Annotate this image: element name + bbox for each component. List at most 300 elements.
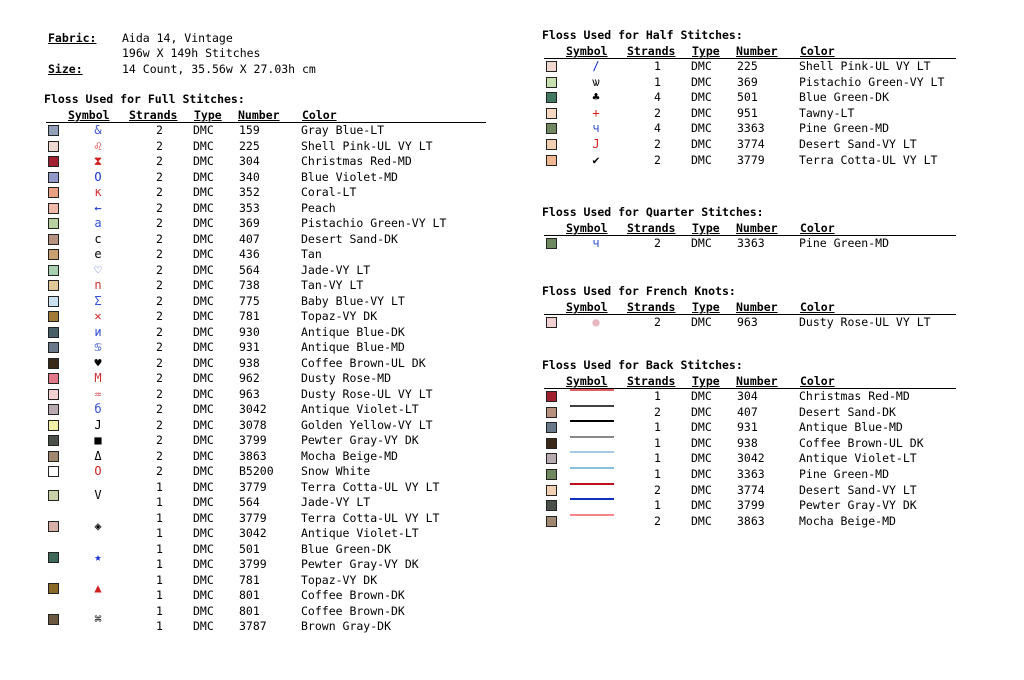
- header-symbol: Symbol: [566, 221, 608, 235]
- color-swatch: [48, 583, 59, 594]
- stitch-symbol-icon: ←: [94, 200, 102, 215]
- color-name-cell: Pine Green-MD: [799, 467, 890, 481]
- strands-cell: 2: [654, 315, 661, 329]
- type-cell: DMC: [691, 74, 712, 89]
- type-cell: DMC: [193, 309, 214, 323]
- number-cell: 963: [737, 315, 758, 329]
- header-symbol: Symbol: [566, 374, 608, 388]
- strands-cell: 2: [156, 448, 163, 463]
- strands-cell: 2: [156, 293, 163, 308]
- stitch-symbol-icon: ◈: [94, 518, 102, 533]
- stitch-symbol-icon: ѡ: [592, 74, 600, 89]
- strands-cell: 2: [156, 355, 163, 370]
- strands-cell: 1: [654, 451, 661, 466]
- color-name-cell: Dusty Rose-MD: [301, 371, 392, 385]
- color-swatch: [546, 422, 557, 433]
- type-cell: DMC: [193, 603, 214, 618]
- strands-cell: 2: [156, 247, 163, 261]
- table-row: [544, 467, 984, 482]
- type-cell: DMC: [691, 498, 712, 513]
- number-cell: 3799: [737, 498, 765, 513]
- table-row: [544, 315, 984, 330]
- table-row: [46, 402, 486, 417]
- color-name-cell: Coffee Brown-DK: [301, 588, 405, 602]
- stitch-symbol-icon: ♋: [94, 340, 102, 354]
- table-row: [544, 451, 984, 466]
- strands-cell: 2: [156, 216, 163, 230]
- table-row: [544, 514, 984, 529]
- color-swatch: [48, 172, 59, 183]
- stitch-symbol-icon: ●: [592, 315, 600, 329]
- strands-cell: 1: [156, 526, 163, 540]
- table-row: [46, 387, 486, 402]
- number-cell: 3774: [737, 137, 765, 151]
- color-swatch: [546, 407, 557, 418]
- number-cell: 962: [239, 371, 260, 385]
- stitch-symbol-icon: ⌘: [94, 611, 102, 626]
- number-cell: 781: [239, 309, 260, 323]
- color-swatch: [48, 280, 59, 291]
- type-cell: DMC: [193, 386, 214, 401]
- color-swatch: [546, 500, 557, 511]
- type-cell: DMC: [193, 417, 214, 432]
- type-cell: DMC: [691, 137, 712, 151]
- type-cell: DMC: [193, 247, 214, 261]
- table-row: [544, 106, 984, 121]
- table-row: [544, 498, 984, 513]
- number-cell: 3787: [239, 619, 267, 633]
- table-row: [544, 405, 984, 420]
- color-name-cell: Terra Cotta-UL VY LT: [301, 479, 440, 494]
- color-name-cell: Topaz-VY DK: [301, 309, 378, 323]
- table-row: [46, 418, 486, 433]
- color-swatch: [48, 311, 59, 322]
- number-cell: 938: [737, 435, 758, 450]
- french-section-title: Floss Used for French Knots:: [542, 284, 736, 298]
- table-row: [544, 436, 984, 451]
- number-cell: 3363: [737, 236, 765, 250]
- color-name-cell: Antique Blue-MD: [799, 420, 903, 435]
- color-name-cell: Desert Sand-DK: [799, 404, 896, 419]
- color-name-cell: Shell Pink-UL VY LT: [799, 59, 931, 73]
- table-row: [46, 278, 486, 293]
- color-swatch: [546, 391, 557, 402]
- header-symbol: Symbol: [68, 108, 110, 122]
- color-swatch: [48, 218, 59, 229]
- stitch-symbol-icon: ♥: [94, 355, 102, 370]
- half-section-title: Floss Used for Half Stitches:: [542, 28, 743, 42]
- header-type: Type: [692, 300, 720, 314]
- number-cell: 938: [239, 355, 260, 370]
- type-cell: DMC: [193, 495, 214, 509]
- number-cell: 3779: [239, 510, 267, 525]
- number-cell: 775: [239, 293, 260, 308]
- strands-cell: 1: [654, 420, 661, 435]
- type-cell: DMC: [193, 402, 214, 416]
- header-number: Number: [736, 300, 778, 314]
- color-name-cell: Dusty Rose-UL VY LT: [799, 315, 931, 329]
- color-swatch: [48, 327, 59, 338]
- header-strands: Strands: [627, 221, 676, 235]
- type-cell: DMC: [193, 557, 214, 571]
- fabric-line: [48, 31, 233, 45]
- type-cell: DMC: [691, 420, 712, 435]
- blend-row: [46, 604, 486, 635]
- strands-cell: 2: [156, 433, 163, 447]
- color-swatch: [546, 61, 557, 72]
- table-row: [46, 340, 486, 355]
- backstitch-line-icon: [570, 514, 614, 516]
- stitch-symbol-icon: ▲: [94, 580, 102, 595]
- type-cell: DMC: [193, 340, 214, 354]
- color-swatch: [546, 317, 557, 328]
- number-cell: 3363: [737, 467, 765, 481]
- strands-cell: 1: [654, 59, 661, 73]
- table-row: [46, 464, 486, 479]
- type-cell: DMC: [193, 324, 214, 339]
- strands-cell: 1: [156, 479, 163, 494]
- strands-cell: 2: [654, 137, 661, 151]
- type-cell: DMC: [193, 169, 214, 184]
- color-swatch: [546, 453, 557, 464]
- type-cell: DMC: [691, 482, 712, 497]
- strands-cell: 1: [156, 572, 163, 587]
- number-cell: 225: [737, 59, 758, 73]
- number-cell: 564: [239, 262, 260, 277]
- type-cell: DMC: [193, 216, 214, 230]
- color-swatch: [546, 108, 557, 119]
- color-name-cell: Terra Cotta-UL VY LT: [799, 152, 938, 167]
- color-swatch: [48, 435, 59, 446]
- header-number: Number: [736, 221, 778, 235]
- strands-cell: 2: [654, 482, 661, 497]
- color-name-cell: Snow White: [301, 464, 371, 478]
- header-strands: Strands: [627, 374, 676, 388]
- color-swatch: [546, 516, 557, 527]
- strands-cell: 2: [156, 386, 163, 401]
- stitch-symbol-icon: J: [94, 417, 102, 432]
- strands-cell: 2: [156, 371, 163, 385]
- type-cell: DMC: [193, 200, 214, 215]
- color-swatch: [546, 139, 557, 150]
- table-row: [46, 139, 486, 154]
- number-cell: 801: [239, 588, 260, 602]
- stitch-symbol-icon: O: [94, 464, 102, 478]
- color-name-cell: Pistachio Green-VY LT: [799, 74, 945, 89]
- type-cell: DMC: [691, 389, 712, 403]
- color-name-cell: Tan-VY LT: [301, 278, 364, 292]
- strands-cell: 1: [156, 619, 163, 633]
- color-name-cell: Peach: [301, 200, 336, 215]
- type-cell: DMC: [691, 467, 712, 481]
- type-cell: DMC: [193, 464, 214, 478]
- type-cell: DMC: [193, 479, 214, 494]
- table-row: [544, 153, 984, 168]
- table-row: [544, 90, 984, 105]
- strands-cell: 4: [654, 121, 661, 136]
- strands-cell: 1: [156, 557, 163, 571]
- color-name-cell: Jade-VY LT: [301, 495, 371, 509]
- color-swatch: [48, 552, 59, 563]
- stitches-value: 196w X 149h Stitches: [122, 46, 261, 60]
- type-cell: DMC: [193, 278, 214, 292]
- table-row: [46, 325, 486, 340]
- table-row: [544, 75, 984, 90]
- stitch-symbol-icon: ★: [94, 549, 102, 564]
- color-name-cell: Topaz-VY DK: [301, 572, 378, 587]
- color-name-cell: Desert Sand-VY LT: [799, 482, 917, 497]
- table-row: [544, 137, 984, 152]
- blend-row: [46, 480, 486, 511]
- header-color: Color: [302, 108, 337, 122]
- stitch-symbol-icon: e: [94, 247, 102, 261]
- strands-cell: 2: [156, 340, 163, 354]
- number-cell: 3042: [239, 526, 267, 540]
- back-section-title: Floss Used for Back Stitches:: [542, 358, 743, 372]
- stitch-symbol-icon: a: [94, 216, 102, 230]
- number-cell: 304: [737, 389, 758, 403]
- header-symbol: Symbol: [566, 44, 608, 58]
- header-number: Number: [736, 44, 778, 58]
- header-color: Color: [800, 221, 835, 235]
- color-swatch: [546, 238, 557, 249]
- color-swatch: [48, 389, 59, 400]
- type-cell: DMC: [691, 435, 712, 450]
- number-cell: 931: [239, 340, 260, 354]
- strands-cell: 1: [654, 389, 661, 403]
- back-table-header: [544, 374, 964, 388]
- table-row: [46, 154, 486, 169]
- header-number: Number: [238, 108, 280, 122]
- type-cell: DMC: [193, 588, 214, 602]
- color-name-cell: Golden Yellow-VY LT: [301, 417, 433, 432]
- stitch-symbol-icon: +: [592, 105, 600, 120]
- number-cell: 225: [239, 138, 260, 153]
- backstitch-line-icon: [570, 420, 614, 422]
- number-cell: 352: [239, 185, 260, 199]
- number-cell: 3799: [239, 433, 267, 447]
- half-table-header: [544, 44, 964, 58]
- color-name-cell: Jade-VY LT: [301, 262, 371, 277]
- blend-row: [46, 542, 486, 573]
- stitch-symbol-icon: O: [94, 169, 102, 184]
- quarter-section-title: Floss Used for Quarter Stitches:: [542, 205, 764, 219]
- color-swatch: [546, 155, 557, 166]
- color-name-cell: Coffee Brown-DK: [301, 603, 405, 618]
- full-section-title: Floss Used for Full Stitches:: [44, 92, 245, 106]
- color-name-cell: Mocha Beige-MD: [301, 448, 398, 463]
- color-name-cell: Christmas Red-MD: [799, 389, 910, 403]
- type-cell: DMC: [193, 138, 214, 153]
- color-name-cell: Pine Green-MD: [799, 121, 890, 136]
- header-color: Color: [800, 300, 835, 314]
- color-swatch: [48, 521, 59, 532]
- color-swatch: [48, 404, 59, 415]
- color-name-cell: Pine Green-MD: [799, 236, 890, 250]
- blend-row: [46, 573, 486, 604]
- table-row: [46, 309, 486, 324]
- strands-cell: 2: [654, 404, 661, 419]
- strands-cell: 2: [654, 236, 661, 250]
- fabric-label: Fabric:: [48, 31, 97, 45]
- stitch-symbol-icon: &: [94, 123, 102, 137]
- type-cell: DMC: [193, 262, 214, 277]
- color-swatch: [48, 342, 59, 353]
- number-cell: 3799: [239, 557, 267, 571]
- color-swatch: [48, 156, 59, 167]
- backstitch-line-icon: [570, 498, 614, 500]
- color-name-cell: Antique Blue-MD: [301, 340, 405, 354]
- strands-cell: 2: [156, 200, 163, 215]
- strands-cell: 1: [654, 498, 661, 513]
- type-cell: DMC: [193, 526, 214, 540]
- color-name-cell: Pewter Gray-VY DK: [799, 498, 917, 513]
- stitch-symbol-icon: б: [94, 402, 102, 416]
- type-cell: DMC: [193, 371, 214, 385]
- number-cell: 436: [239, 247, 260, 261]
- header-strands: Strands: [129, 108, 178, 122]
- color-name-cell: Antique Violet-LT: [301, 402, 419, 416]
- color-swatch: [546, 77, 557, 88]
- strands-cell: 2: [156, 138, 163, 153]
- size-line: [48, 62, 316, 76]
- number-cell: 304: [239, 154, 260, 168]
- table-row: [544, 483, 984, 498]
- color-swatch: [48, 187, 59, 198]
- header-type: Type: [692, 44, 720, 58]
- color-swatch: [48, 234, 59, 245]
- number-cell: 951: [737, 105, 758, 120]
- stitch-symbol-icon: ч: [592, 236, 600, 250]
- number-cell: 963: [239, 386, 260, 401]
- strands-cell: 2: [156, 231, 163, 246]
- color-swatch: [48, 141, 59, 152]
- color-name-cell: Desert Sand-VY LT: [799, 137, 917, 151]
- type-cell: DMC: [691, 513, 712, 528]
- color-name-cell: Blue Green-DK: [799, 90, 890, 105]
- stitch-symbol-icon: V: [94, 487, 102, 502]
- strands-cell: 4: [654, 90, 661, 105]
- number-cell: 3363: [737, 121, 765, 136]
- type-cell: DMC: [193, 185, 214, 199]
- color-name-cell: Coffee Brown-UL DK: [799, 435, 924, 450]
- table-row: [544, 236, 984, 251]
- color-swatch: [48, 203, 59, 214]
- stitch-symbol-icon: n: [94, 278, 102, 292]
- color-name-cell: Desert Sand-DK: [301, 231, 398, 246]
- quarter-table-header: [544, 221, 964, 235]
- header-strands: Strands: [627, 300, 676, 314]
- strands-cell: 2: [156, 402, 163, 416]
- color-swatch: [48, 296, 59, 307]
- table-row: [544, 420, 984, 435]
- color-name-cell: Tawny-LT: [799, 105, 855, 120]
- type-cell: DMC: [193, 510, 214, 525]
- number-cell: 930: [239, 324, 260, 339]
- stitch-symbol-icon: J: [592, 137, 600, 151]
- strands-cell: 1: [156, 541, 163, 556]
- strands-cell: 2: [156, 185, 163, 199]
- table-row: [46, 263, 486, 278]
- color-name-cell: Antique Violet-LT: [799, 451, 917, 466]
- color-swatch: [48, 451, 59, 462]
- type-cell: DMC: [691, 451, 712, 466]
- color-name-cell: Mocha Beige-MD: [799, 513, 896, 528]
- table-row: [46, 294, 486, 309]
- number-cell: 407: [239, 231, 260, 246]
- color-swatch: [546, 123, 557, 134]
- strands-cell: 1: [654, 467, 661, 481]
- color-name-cell: Coffee Brown-UL DK: [301, 355, 426, 370]
- color-swatch: [546, 438, 557, 449]
- backstitch-line-icon: [570, 483, 614, 485]
- stitch-symbol-icon: ✕: [94, 309, 102, 323]
- number-cell: 353: [239, 200, 260, 215]
- table-row: [544, 121, 984, 136]
- type-cell: DMC: [691, 404, 712, 419]
- color-name-cell: Blue Green-DK: [301, 541, 392, 556]
- type-cell: DMC: [193, 572, 214, 587]
- strands-cell: 2: [156, 309, 163, 323]
- number-cell: 564: [239, 495, 260, 509]
- french-table-header: [544, 300, 964, 314]
- table-row: [46, 201, 486, 216]
- type-cell: DMC: [691, 90, 712, 105]
- strands-cell: 2: [156, 123, 163, 137]
- color-name-cell: Antique Violet-LT: [301, 526, 419, 540]
- type-cell: DMC: [193, 293, 214, 308]
- color-name-cell: Baby Blue-VY LT: [301, 293, 405, 308]
- color-swatch: [48, 125, 59, 136]
- table-row: [544, 389, 984, 404]
- header-color: Color: [800, 44, 835, 58]
- color-name-cell: Pistachio Green-VY LT: [301, 216, 447, 230]
- strands-cell: 2: [156, 262, 163, 277]
- number-cell: 369: [737, 74, 758, 89]
- number-cell: B5200: [239, 464, 274, 478]
- stitch-symbol-icon: ♒: [94, 386, 102, 401]
- strands-cell: 2: [654, 105, 661, 120]
- table-row: [544, 59, 984, 74]
- strands-cell: 2: [156, 417, 163, 432]
- number-cell: 407: [737, 404, 758, 419]
- color-swatch: [48, 265, 59, 276]
- size-label: Size:: [48, 62, 83, 76]
- header-number: Number: [736, 374, 778, 388]
- color-name-cell: Pewter Gray-VY DK: [301, 433, 419, 447]
- strands-cell: 1: [156, 510, 163, 525]
- color-swatch: [546, 92, 557, 103]
- stitches-line: [122, 46, 260, 60]
- number-cell: 3863: [737, 513, 765, 528]
- backstitch-line-icon: [570, 405, 614, 407]
- table-row: [46, 185, 486, 200]
- number-cell: 801: [239, 603, 260, 618]
- header-type: Type: [692, 221, 720, 235]
- header-symbol: Symbol: [566, 300, 608, 314]
- number-cell: 340: [239, 169, 260, 184]
- number-cell: 3078: [239, 417, 267, 432]
- header-strands: Strands: [627, 44, 676, 58]
- stitch-symbol-icon: к: [94, 185, 102, 199]
- color-name-cell: Dusty Rose-UL VY LT: [301, 386, 433, 401]
- color-name-cell: Antique Blue-DK: [301, 324, 405, 339]
- table-row: [46, 356, 486, 371]
- stitch-symbol-icon: Σ: [94, 293, 102, 308]
- strands-cell: 2: [156, 324, 163, 339]
- strands-cell: 1: [156, 603, 163, 618]
- table-row: [46, 232, 486, 247]
